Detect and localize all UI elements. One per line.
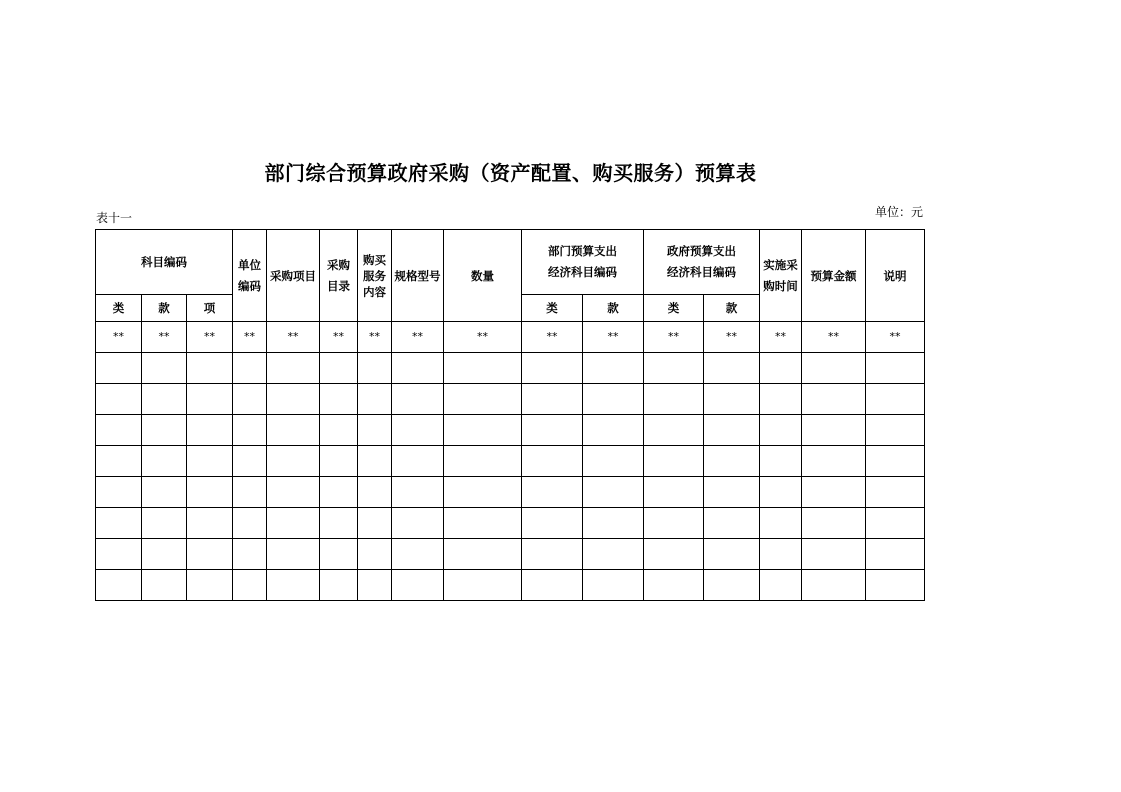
table-cell: [444, 384, 522, 415]
table-cell: [96, 508, 142, 539]
table-cell: [96, 539, 142, 570]
table-cell: [866, 508, 925, 539]
table-cell: [522, 539, 583, 570]
sub-header-kuan: 款: [142, 295, 187, 322]
table-cell: [802, 539, 866, 570]
table-cell: [187, 539, 233, 570]
table-cell: [233, 508, 267, 539]
table-cell: [233, 415, 267, 446]
table-cell: [142, 384, 187, 415]
placeholder-cell: **: [522, 322, 583, 353]
table-cell: [802, 477, 866, 508]
table-cell: [267, 415, 320, 446]
table-cell: [644, 508, 704, 539]
header-service-content: 购买 服务 内容: [358, 230, 392, 322]
placeholder-cell: **: [96, 322, 142, 353]
sub-header-gov-kuan: 款: [704, 295, 760, 322]
table-cell: [320, 446, 358, 477]
table-cell: [267, 353, 320, 384]
table-cell: [583, 446, 644, 477]
table-cell: [187, 477, 233, 508]
table-row: [96, 539, 925, 570]
table-cell: [802, 384, 866, 415]
table-cell: [187, 384, 233, 415]
table-cell: [96, 353, 142, 384]
table-cell: [320, 508, 358, 539]
table-cell: [392, 384, 444, 415]
placeholder-cell: **: [444, 322, 522, 353]
table-cell: [233, 539, 267, 570]
table-cell: [644, 384, 704, 415]
table-cell: [583, 570, 644, 601]
table-cell: [704, 384, 760, 415]
table-cell: [583, 353, 644, 384]
table-cell: [760, 384, 802, 415]
table-cell: [142, 353, 187, 384]
table-cell: [522, 415, 583, 446]
table-row: [96, 415, 925, 446]
sub-header-xiang: 项: [187, 295, 233, 322]
table-cell: [522, 508, 583, 539]
table-cell: [644, 477, 704, 508]
table-cell: [760, 508, 802, 539]
header-procurement-item: 采购项目: [267, 230, 320, 322]
table-cell: [392, 353, 444, 384]
sub-header-dept-lei: 类: [522, 295, 583, 322]
placeholder-row: [96, 322, 925, 353]
table-cell: [866, 384, 925, 415]
table-cell: [320, 477, 358, 508]
table-cell: [187, 415, 233, 446]
table-cell: [583, 384, 644, 415]
table-cell: [802, 446, 866, 477]
table-cell: [704, 477, 760, 508]
table-cell: [760, 539, 802, 570]
table-cell: [320, 539, 358, 570]
placeholder-cell: **: [392, 322, 444, 353]
table-row: [96, 477, 925, 508]
table-cell: [444, 477, 522, 508]
table-cell: [142, 539, 187, 570]
table-cell: [704, 415, 760, 446]
table-cell: [704, 539, 760, 570]
table-cell: [522, 477, 583, 508]
table-cell: [760, 353, 802, 384]
sub-header-dept-kuan: 款: [583, 295, 644, 322]
table-cell: [358, 415, 392, 446]
table-cell: [866, 477, 925, 508]
header-procurement-time: 实施采 购时间: [760, 230, 802, 322]
table-cell: [233, 353, 267, 384]
header-unit-code: 单位 编码: [233, 230, 267, 322]
table-cell: [392, 446, 444, 477]
table-cell: [233, 384, 267, 415]
table-cell: [187, 446, 233, 477]
table-cell: [187, 508, 233, 539]
table-cell: [644, 539, 704, 570]
header-dept-econ-code: 部门预算支出 经济科目编码: [522, 230, 644, 295]
table-cell: [866, 446, 925, 477]
table-cell: [704, 570, 760, 601]
table-cell: [644, 570, 704, 601]
table-cell: [802, 415, 866, 446]
table-cell: [320, 353, 358, 384]
table-row: [96, 384, 925, 415]
table-cell: [142, 446, 187, 477]
table-cell: [358, 508, 392, 539]
table-cell: [522, 570, 583, 601]
table-cell: [142, 570, 187, 601]
table-cell: [320, 570, 358, 601]
table-cell: [583, 415, 644, 446]
table-cell: [392, 415, 444, 446]
table-row: [96, 508, 925, 539]
table-cell: [583, 539, 644, 570]
procurement-budget-table: [95, 229, 925, 601]
sheet-number: 表十一: [96, 211, 133, 225]
table-cell: [267, 477, 320, 508]
table-cell: [866, 570, 925, 601]
table-cell: [866, 353, 925, 384]
placeholder-cell: **: [233, 322, 267, 353]
table-cell: [142, 508, 187, 539]
table-cell: [760, 446, 802, 477]
placeholder-cell: **: [802, 322, 866, 353]
table-cell: [866, 415, 925, 446]
header-quantity: 数量: [444, 230, 522, 322]
placeholder-cell: **: [267, 322, 320, 353]
table-cell: [802, 570, 866, 601]
table-cell: [704, 353, 760, 384]
table-cell: [187, 570, 233, 601]
table-cell: [583, 477, 644, 508]
sub-header-gov-lei: 类: [644, 295, 704, 322]
placeholder-cell: **: [866, 322, 925, 353]
table-cell: [358, 570, 392, 601]
document-title: 部门综合预算政府采购（资产配置、购买服务）预算表: [264, 161, 757, 185]
table-cell: [96, 415, 142, 446]
table-cell: [644, 446, 704, 477]
table-cell: [142, 477, 187, 508]
table-cell: [358, 384, 392, 415]
placeholder-cell: **: [358, 322, 392, 353]
sub-header-lei: 类: [96, 295, 142, 322]
table-cell: [358, 446, 392, 477]
table-cell: [522, 353, 583, 384]
table-cell: [267, 384, 320, 415]
table-cell: [358, 539, 392, 570]
placeholder-cell: **: [320, 322, 358, 353]
table-cell: [96, 384, 142, 415]
table-cell: [392, 570, 444, 601]
table-cell: [187, 353, 233, 384]
table-row: [96, 446, 925, 477]
table-row: [96, 570, 925, 601]
table-cell: [142, 415, 187, 446]
table-cell: [522, 446, 583, 477]
table-cell: [233, 446, 267, 477]
table-cell: [96, 477, 142, 508]
table-cell: [704, 446, 760, 477]
table-cell: [358, 353, 392, 384]
header-budget-amount: 预算金额: [802, 230, 866, 322]
header-procurement-catalog: 采购 目录: [320, 230, 358, 322]
table-cell: [267, 446, 320, 477]
placeholder-cell: **: [187, 322, 233, 353]
table-cell: [96, 570, 142, 601]
table-cell: [866, 539, 925, 570]
table-cell: [644, 415, 704, 446]
table-cell: [444, 539, 522, 570]
table-cell: [358, 477, 392, 508]
placeholder-cell: **: [644, 322, 704, 353]
table-cell: [760, 415, 802, 446]
table-cell: [444, 415, 522, 446]
table-cell: [233, 570, 267, 601]
table-cell: [320, 415, 358, 446]
table-cell: [444, 508, 522, 539]
placeholder-cell: **: [704, 322, 760, 353]
table-cell: [392, 477, 444, 508]
table-cell: [802, 353, 866, 384]
table-cell: [392, 539, 444, 570]
table-cell: [233, 477, 267, 508]
header-subject-code: 科目编码: [96, 230, 233, 295]
header-remarks: 说明: [866, 230, 925, 322]
table-cell: [583, 508, 644, 539]
table-cell: [267, 539, 320, 570]
table-row: [96, 353, 925, 384]
table-cell: [392, 508, 444, 539]
table-cell: [267, 570, 320, 601]
table-cell: [444, 570, 522, 601]
table-cell: [96, 446, 142, 477]
header-spec-model: 规格型号: [392, 230, 444, 322]
table-cell: [802, 508, 866, 539]
table-cell: [444, 353, 522, 384]
header-row: [96, 230, 925, 295]
table-cell: [522, 384, 583, 415]
table-cell: [704, 508, 760, 539]
placeholder-cell: **: [583, 322, 644, 353]
table-cell: [320, 384, 358, 415]
header-gov-econ-code: 政府预算支出 经济科目编码: [644, 230, 760, 295]
table-cell: [267, 508, 320, 539]
unit-label: 单位：元: [874, 205, 923, 219]
table-cell: [760, 477, 802, 508]
table-cell: [760, 570, 802, 601]
table-cell: [644, 353, 704, 384]
placeholder-cell: **: [760, 322, 802, 353]
placeholder-cell: **: [142, 322, 187, 353]
table-cell: [444, 446, 522, 477]
